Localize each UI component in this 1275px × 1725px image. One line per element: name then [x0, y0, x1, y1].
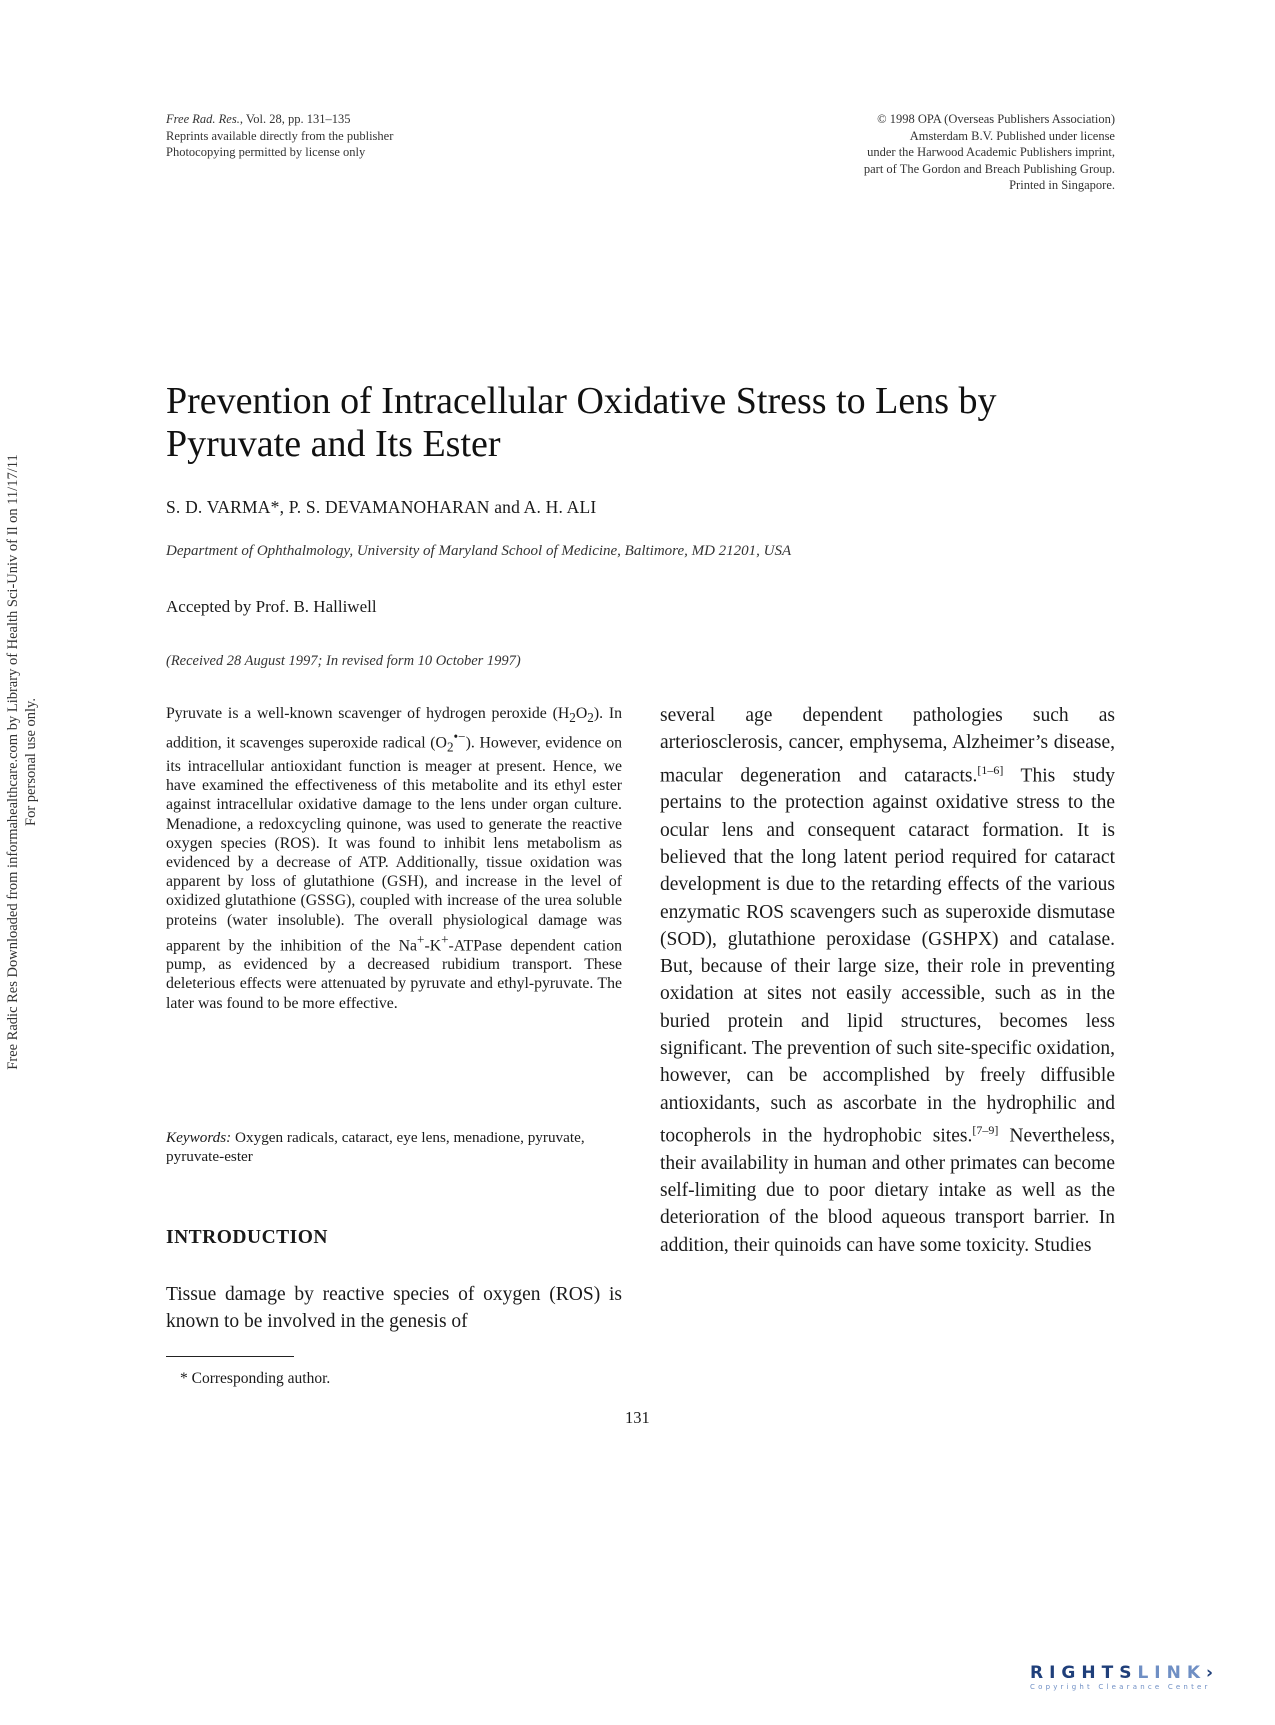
abstract-text: Pyruvate is a well-known scavenger of hydrogen peroxide (H: [166, 705, 570, 722]
copyright-line-1: © 1998 OPA (Overseas Publishers Association): [877, 112, 1115, 126]
copyright-line-5: Printed in Singapore.: [1009, 178, 1115, 192]
running-header-left: [166, 111, 393, 161]
section-heading-introduction: INTRODUCTION: [166, 1227, 329, 1248]
citation-ref[interactable]: [1–6]: [977, 762, 1004, 777]
download-stamp-text: [4, 292, 44, 1232]
rightslink-dark: RIGHTS: [1030, 1663, 1138, 1683]
body-text: This study pertains to the protection against oxidative stress to the ocular lens and consequent cataract formation. It is believed that the long latent period required for cataract development is due to the retarding effects of the various enzymatic ROS scavengers such as superoxide dismutase (SOD), glutathione peroxidase (GSHPX) and catalase. But, because of their large size, their role in preventing oxidation at sites not easily accessible, such as in the buried protein and lipid structures, becomes less significant. The prevention of such site-specific oxidation, however, can be accomplished by freely diffusible antioxidants, such as ascorbate in the hydrophilic and tocopherols in the hydrophobic sites.: [660, 765, 1115, 1147]
article-title: Prevention of Intracellular Oxidative Stress to Lens by Pyruvate and Its Ester: [166, 380, 997, 465]
copyright-line-2: Amsterdam B.V. Published under license: [909, 128, 1115, 143]
footnote-rule: [166, 1356, 294, 1357]
rightslink-wordmark: [1030, 1663, 1258, 1683]
page-number: 131: [625, 1408, 650, 1427]
body-text: Nevertheless, their availability in human and other primates can become self-limiting due to poor dietary intake as well as the deterioration of the blood aqueous transport barrier. In addition, their quinoids can have some toxicity. Studies: [660, 1125, 1115, 1256]
abstract-text: ). However, evidence on its intracellular antioxidant function is meager at present. Hence, we have examined the effectiveness of this metabolite and its ethyl ester against intracellular oxidative damage to the lens under organ culture. Menadione, a redoxcycling quinone, was used to generate the reactive oxygen species (ROS). It was found to inhibit lens metabolism as evidenced by a decrease of ATP. Additionally, tissue oxidation was apparent by loss of glutathione (GSH), and increase in the level of oxidized glutathione (GSSG), coupled with increase of the urea soluble proteins (water insoluble). The overall physiological damage was apparent by the inhibition of the Na: [166, 734, 622, 955]
abstract-text: O: [575, 705, 588, 722]
introduction-right-column: [660, 702, 1115, 1259]
copyright-line-3: under the Harwood Academic Publishers imprint,: [867, 145, 1115, 159]
subscript: 2: [446, 739, 454, 755]
rightslink-tagline: Copyright Clearance Center: [1030, 1683, 1211, 1691]
keywords-text: Oxygen radicals, cataract, eye lens, menadione, pyruvate, pyruvate-ester: [166, 1129, 585, 1165]
abstract-text: -K: [424, 937, 442, 955]
author-list: S. D. VARMA*, P. S. DEVAMANOHARAN and A. H. ALI: [166, 497, 597, 517]
journal-citation: [166, 111, 393, 128]
abstract-text: -ATPase dependent cation pump, as evidenced by a decreased rubidium transport. These deleterious effects were attenuated by pyruvate and ethyl-pyruvate. The later was found to be more effective.: [166, 937, 622, 1012]
running-header-right: [760, 111, 1115, 194]
abstract-text: ). In addition, it scavenges superoxide radical (O: [166, 705, 622, 752]
rightslink-light: LINK: [1137, 1663, 1206, 1683]
superscript: +: [417, 931, 425, 947]
journal-name: Free Rad. Res.: [166, 112, 240, 126]
introduction-left-column: Tissue damage by reactive species of oxygen (ROS) is known to be involved in the genesis of: [166, 1284, 622, 1333]
abstract: [166, 704, 622, 1013]
received-dates: (Received 28 August 1997; In revised form 10 October 1997): [166, 653, 521, 669]
keywords-label: Keywords:: [166, 1129, 232, 1146]
affiliation: Department of Ophthalmology, University of Maryland School of Medicine, Baltimore, MD 21201, USA: [166, 543, 792, 559]
download-stamp: [4, 292, 44, 1232]
download-stamp-line-1: Free Radic Res Downloaded from informahealthcare.com by Library of Health Sci-Univ of Il on 11/17/11: [5, 454, 21, 1070]
rightslink-logo[interactable]: [1030, 1663, 1258, 1697]
citation-ref[interactable]: [7–9]: [972, 1122, 999, 1137]
photocopy-notice: Photocopying permitted by license only: [166, 145, 366, 159]
subscript: 2: [569, 710, 576, 726]
superscript: +: [441, 931, 449, 947]
download-stamp-line-2: For personal use only.: [23, 698, 39, 826]
superscript: •−: [453, 729, 466, 745]
subscript: 2: [587, 710, 594, 726]
body-text: several age dependent pathologies such as arteriosclerosis, cancer, emphysema, Alzheimer’s disease, macular degeneration and cataracts.: [660, 705, 1115, 787]
copyright-line-4: part of The Gordon and Breach Publishing Group.: [863, 161, 1115, 176]
journal-volume: , Vol. 28, pp. 131–135: [239, 112, 351, 126]
footnote: * Corresponding author.: [180, 1370, 331, 1387]
keywords: [166, 1128, 622, 1166]
reprints-notice: Reprints available directly from the publisher: [166, 128, 394, 143]
chevron-right-icon: ›: [1206, 1663, 1220, 1683]
accepted-by: Accepted by Prof. B. Halliwell: [166, 597, 377, 616]
